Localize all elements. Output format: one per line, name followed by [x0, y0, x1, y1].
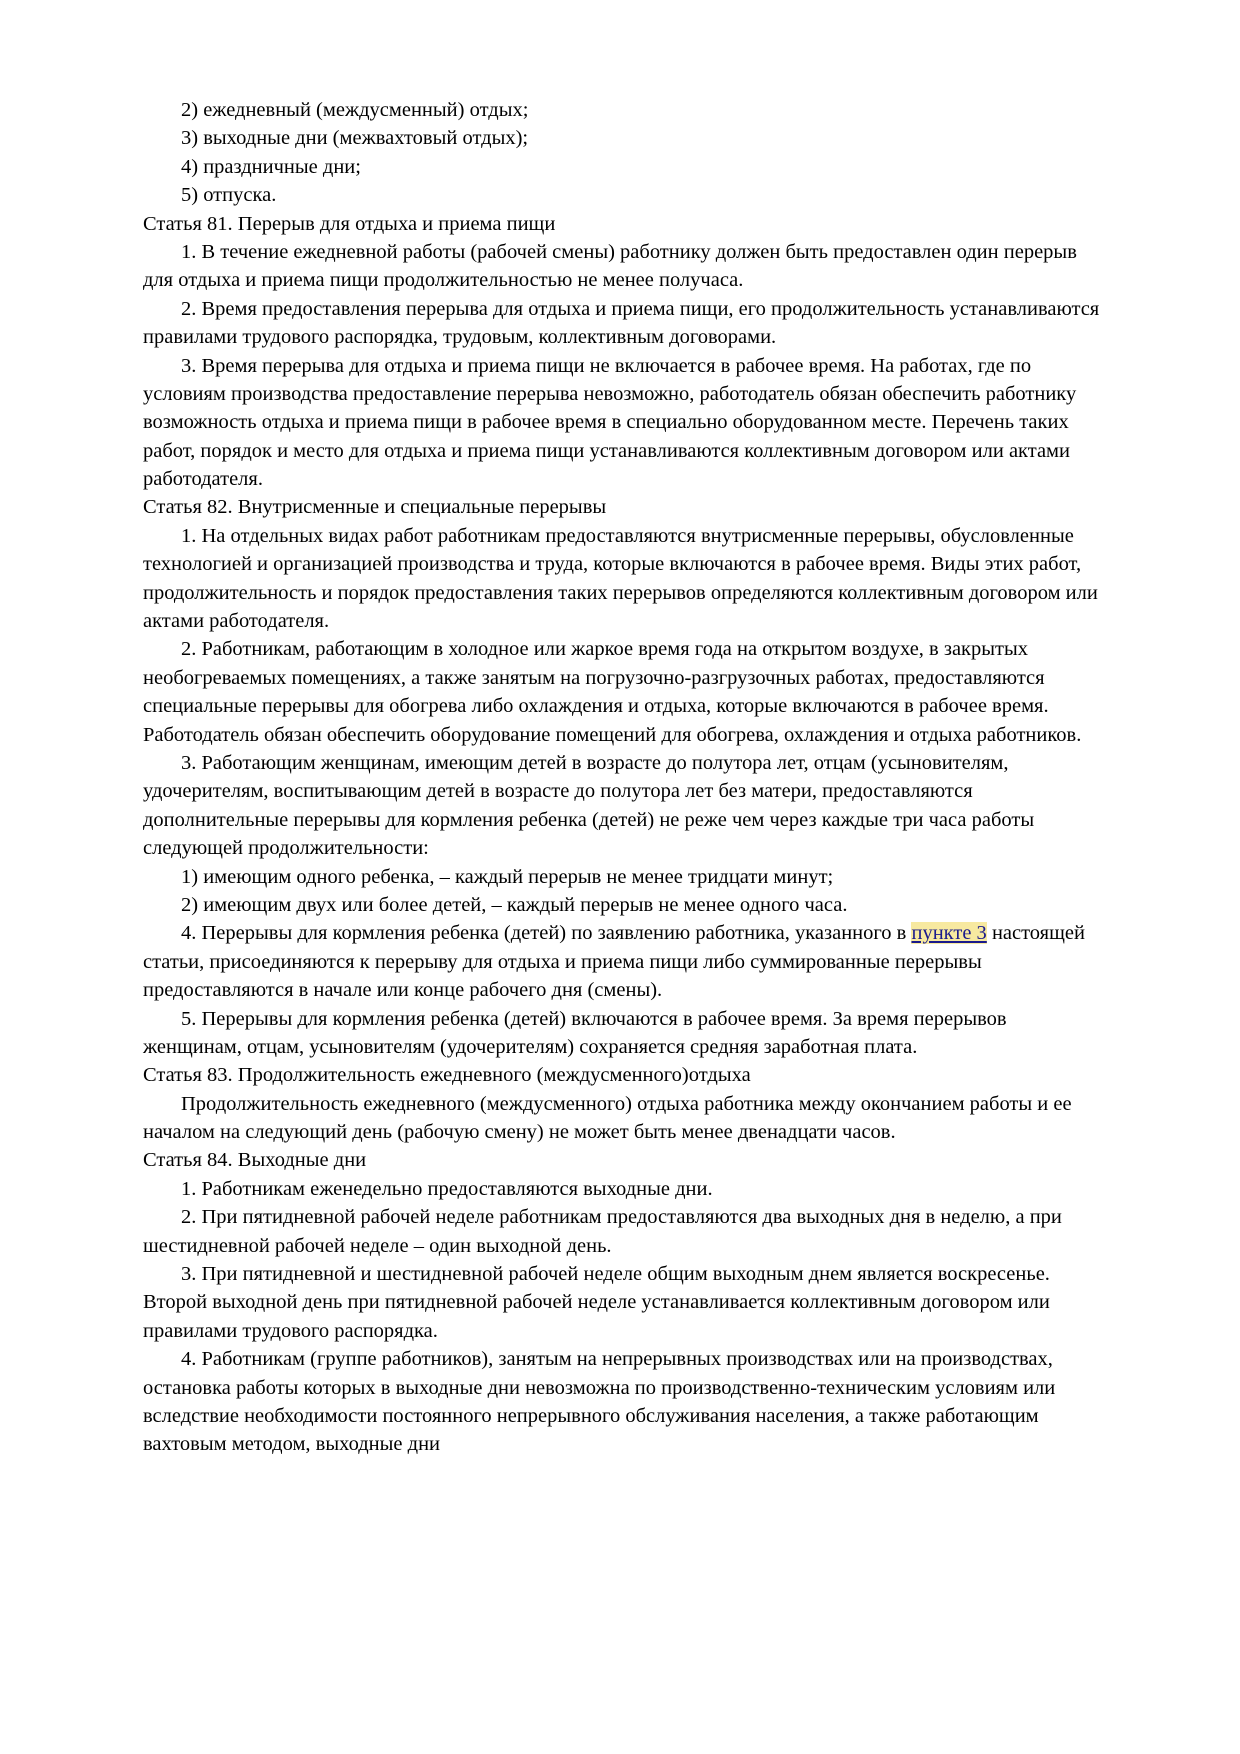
- article-82-paragraph-5: 5. Перерывы для кормления ребенка (детей) включаются в рабочее время. За время перерывов женщинам, отцам, усыновителям (удочерителям) сохраняется средняя заработная плата.: [143, 1007, 1007, 1058]
- article-82-heading: Статья 82. Внутрисменные и специальные перерывы: [143, 496, 607, 519]
- article-82-paragraph-1: 1. На отдельных видах работ работникам предоставляются внутрисменные перерывы, обусловленные технологией и организацией производства и труда, которые включаются в рабочее время. Виды этих работ, продолжительность и порядок предоставления таких перерывов определяются коллективным договором или актами работодателя.: [143, 524, 1098, 633]
- article-84-paragraph-1: 1. Работникам еженедельно предоставляются выходные дни.: [181, 1177, 713, 1200]
- article-81-paragraph-3: 3. Время перерыва для отдыха и приема пищи не включается в рабочее время. На работах, где по условиям производства предоставление перерыва невозможно, работодатель обязан обеспечить работнику возможность отдыха и приема пищи в рабочее время в специально оборудованном месте. Перечень таких работ, порядок и место для отдыха и приема пищи устанавливаются коллективным договором или актами работодателя.: [143, 354, 1077, 491]
- article-81-paragraph-2: 2. Время предоставления перерыва для отдыха и приема пищи, его продолжительность устанавливаются правилами трудового распорядка, трудовым, коллективным договорами.: [143, 297, 1100, 349]
- article-81-heading: Статья 81. Перерыв для отдыха и приема пищи: [143, 212, 556, 235]
- article-82-paragraph-4: [143, 919, 1100, 1004]
- article-84-heading: Статья 84. Выходные дни: [143, 1149, 367, 1172]
- list-item: 3) выходные дни (межвахтовый отдых);: [181, 127, 529, 150]
- list-item: 5) отпуска.: [181, 184, 277, 207]
- list-item: 2) ежедневный (междусменный) отдых;: [181, 99, 529, 121]
- article-81-paragraph-1: 1. В течение ежедневной работы (рабочей смены) работнику должен быть предоставлен один перерыв для отдыха и приема пищи продолжительностью не менее получаса.: [143, 240, 1077, 292]
- document-body: [143, 96, 1100, 1459]
- paragraph-text-before-link: 4. Перерывы для кормления ребенка (детей) по заявлению работника, указанного в: [181, 922, 912, 945]
- article-83-heading: Статья 83. Продолжительность ежедневного (междусменного)отдыха: [143, 1064, 751, 1087]
- article-82-paragraph-2: 2. Работникам, работающим в холодное или жаркое время года на открытом воздухе, в закрытых необогреваемых помещениях, а также занятым на погрузочно-разгрузочных работах, предоставляются специальные перерывы для обогрева либо охлаждения и отдыха, которые включаются в рабочее время. Работодатель обязан обеспечить оборудование помещений для обогрева, охлаждения и отдыха работников.: [143, 638, 1082, 746]
- list-item: 4) праздничные дни;: [181, 155, 361, 178]
- list-item: 1) имеющим одного ребенка, – каждый перерыв не менее тридцати минут;: [181, 865, 834, 888]
- article-82-paragraph-3: 3. Работающим женщинам, имеющим детей в возрасте до полутора лет, отцам (усыновителям, удочерителям, воспитывающим детей в возрасте до полутора лет без матери, предоставляются дополнительные перерывы для кормления ребенка (детей) не реже чем через каждые три часа работы следующей продолжительности:: [143, 751, 1035, 860]
- article-84-paragraph-3: 3. При пятидневной и шестидневной рабочей неделе общим выходным днем является воскресенье. Второй выходной день при пятидневной рабочей неделе устанавливается коллективным договором или правилами трудового распорядка.: [143, 1263, 1050, 1342]
- punkt-3-link[interactable]: пункте 3: [911, 922, 987, 945]
- list-item: 2) имеющим двух или более детей, – каждый перерыв не менее одного часа.: [181, 893, 848, 916]
- article-83-paragraph-1: Продолжительность ежедневного (междусменного) отдыха работника между окончанием работы и ее началом на следующий день (рабочую смену) не может быть менее двенадцати часов.: [143, 1092, 1072, 1144]
- article-84-paragraph-4: 4. Работникам (группе работников), занятым на непрерывных производствах или на производствах, остановка работы которых в выходные дни невозможна по производственно-техническим условиям или вследствие необходимости постоянного непрерывного обслуживания населения, а также работающим вахтовым методом, выходные дни: [143, 1348, 1056, 1456]
- paragraph-text-after-link: настоящей статьи, присоединяются к перерыву для отдыха и приема пищи либо суммированные перерывы предоставляются в начале или конце рабочего дня (смены).: [143, 922, 1085, 1002]
- article-84-paragraph-2: 2. При пятидневной рабочей неделе работникам предоставляются два выходных дня в неделю, а при шестидневной рабочей неделе – один выходной день.: [143, 1206, 1062, 1257]
